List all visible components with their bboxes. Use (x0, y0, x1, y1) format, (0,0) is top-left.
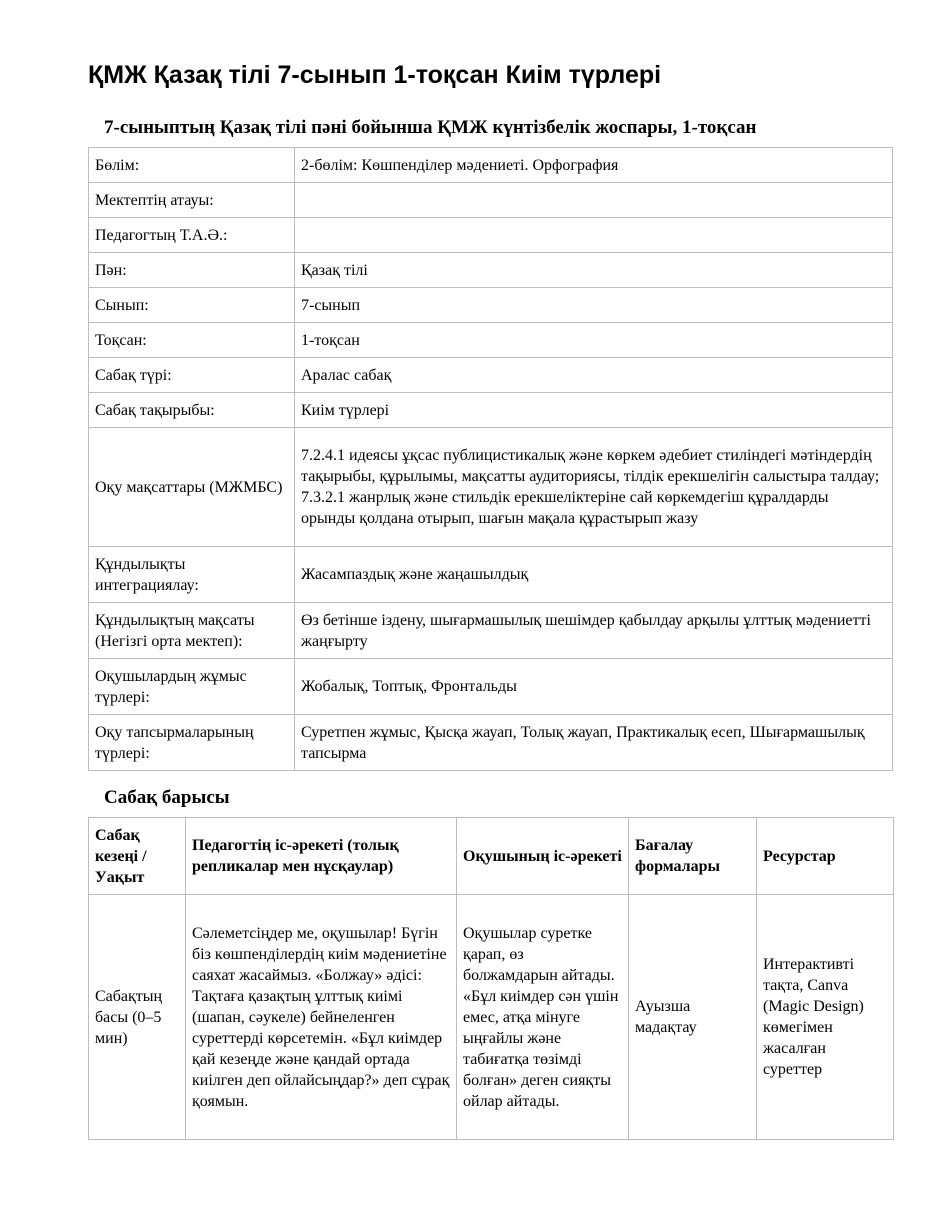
row-label: Оқушылардың жұмыс түрлері: (89, 659, 295, 715)
table-row (89, 358, 893, 393)
row-value: Өз бетінше іздену, шығармашылық шешімдер қабылдау арқылы ұлттық мәдениетті жаңғырту (295, 603, 893, 659)
row-value: Жобалық, Топтық, Фронтальды (295, 659, 893, 715)
plan-heading: 7-сыныптың Қазақ тілі пәні бойынша ҚМЖ күнтізбелік жоспары, 1-тоқсан (104, 117, 757, 138)
column-header-stage: Сабақ кезеңі / Уақыт (89, 818, 186, 895)
lesson-info-table (88, 147, 893, 771)
row-value: Киім түрлері (295, 393, 893, 428)
row-value (295, 183, 893, 218)
column-header-student: Оқушының іс-әрекеті (457, 818, 629, 895)
row-value: 7.2.4.1 идеясы ұқсас публицистикалық және көркем әдебиет стиліндегі мәтіндердің тақырыбы, құрылымы, мақсатты аудиториясы, тілдік ерекшелігін салыстыра талдау; 7.3.2.1 жанрлық және стильдік ерекшеліктеріне сай көркемдегіш құралдарды орынды қолдана отырып, шағын мақала құрастырып жазу (295, 428, 893, 547)
column-header-assessment: Бағалау формалары (629, 818, 757, 895)
table-row (89, 253, 893, 288)
row-label: Сынып: (89, 288, 295, 323)
table-row (89, 659, 893, 715)
table-row (89, 148, 893, 183)
lesson-progress-table (88, 817, 894, 1140)
table-row (89, 715, 893, 771)
row-value: 2-бөлім: Көшпенділер мәдениеті. Орфография (295, 148, 893, 183)
row-label: Тоқсан: (89, 323, 295, 358)
column-header-teacher: Педагогтің іс-әрекеті (толық репликалар мен нұсқаулар) (186, 818, 457, 895)
row-label: Оқу тапсырмаларының түрлері: (89, 715, 295, 771)
row-label: Құндылықтың мақсаты (Негізгі орта мектеп): (89, 603, 295, 659)
row-label: Оқу мақсаттары (МЖМБС) (89, 428, 295, 547)
column-header-resources: Ресурстар (757, 818, 894, 895)
row-value: 7-сынып (295, 288, 893, 323)
resources-cell: Интерактивті тақта, Canva (Magic Design) көмегімен жасалған суреттер (757, 895, 894, 1140)
row-label: Сабақ тақырыбы: (89, 393, 295, 428)
table-row (89, 895, 894, 1140)
row-value (295, 218, 893, 253)
row-label: Педагогтың Т.А.Ә.: (89, 218, 295, 253)
table-row (89, 603, 893, 659)
row-value: Суретпен жұмыс, Қысқа жауап, Толық жауап, Практикалық есеп, Шығармашылық тапсырма (295, 715, 893, 771)
row-value: 1-тоқсан (295, 323, 893, 358)
table-row (89, 218, 893, 253)
stage-cell: Сабақтың басы (0–5 мин) (89, 895, 186, 1140)
row-value: Аралас сабақ (295, 358, 893, 393)
table-row (89, 323, 893, 358)
lesson-progress-heading: Сабақ барысы (104, 787, 230, 808)
teacher-activity-cell: Сәлеметсіңдер ме, оқушылар! Бүгін біз көшпенділердің киім мәдениетіне саяхат жасаймыз. «Болжау» әдісі: Тақтаға қазақтың ұлттық киімі (шапан, сәукеле) бейнеленген суреттерді көрсетемін. «Бұл киімдер қай кезеңде және қандай ортада киілген деп ойлайсыңдар?» деп сұрақ қоямын. (186, 895, 457, 1140)
row-value: Қазақ тілі (295, 253, 893, 288)
row-label: Құндылықты интеграциялау: (89, 547, 295, 603)
row-value: Жасампаздық және жаңашылдық (295, 547, 893, 603)
table-header-row (89, 818, 894, 895)
row-label: Сабақ түрі: (89, 358, 295, 393)
table-row (89, 288, 893, 323)
table-row (89, 547, 893, 603)
student-activity-cell: Оқушылар суретке қарап, өз болжамдарын айтады. «Бұл киімдер сән үшін емес, атқа мінуге ыңғайлы және табиғатқа төзімді болған» деген сияқты ойлар айтады. (457, 895, 629, 1140)
row-label: Пән: (89, 253, 295, 288)
table-row (89, 183, 893, 218)
table-row (89, 428, 893, 547)
document-title: ҚМЖ Қазақ тілі 7-сынып 1-тоқсан Киім түрлері (88, 61, 662, 89)
assessment-cell: Ауызша мадақтау (629, 895, 757, 1140)
table-row (89, 393, 893, 428)
row-label: Мектептің атауы: (89, 183, 295, 218)
row-label: Бөлім: (89, 148, 295, 183)
